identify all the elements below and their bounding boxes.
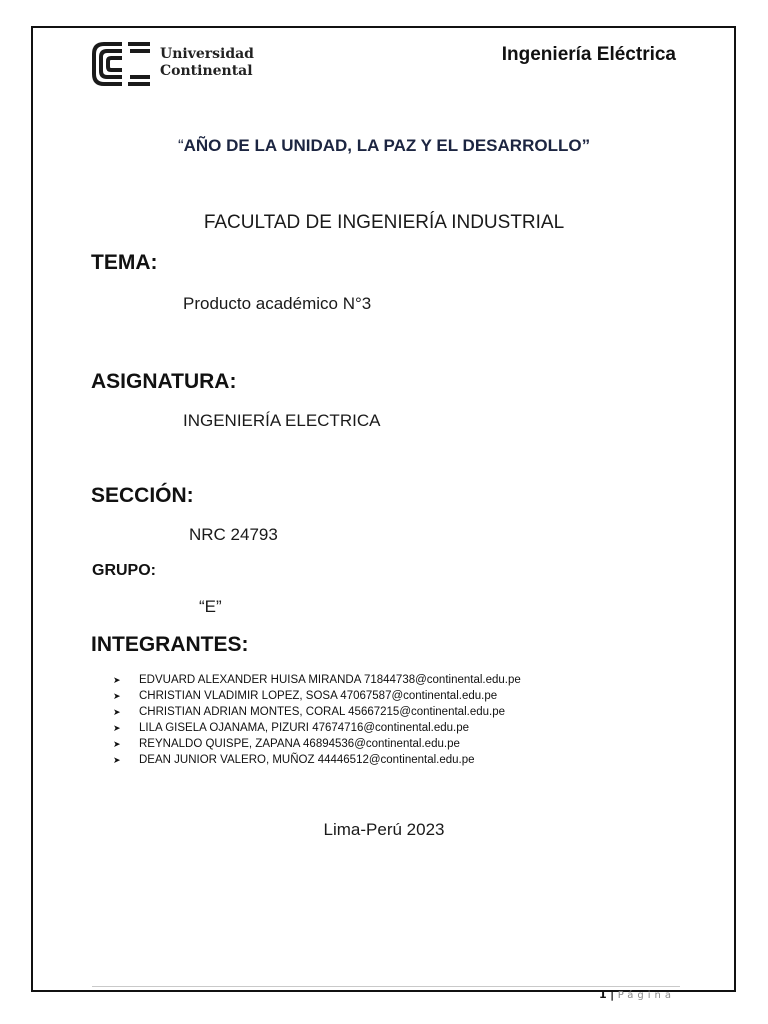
arrow-bullet-icon: ➤ <box>113 755 121 765</box>
asignatura-value: INGENIERÍA ELECTRICA <box>183 411 381 430</box>
list-item <box>113 704 521 720</box>
page-border <box>31 26 736 992</box>
logo-line-2: Continental <box>160 63 253 79</box>
member-text: DEAN JUNIOR VALERO, MUÑOZ 44446512@continental.edu.pe <box>139 754 475 766</box>
year-motto <box>0 136 768 156</box>
grupo-value: “E” <box>199 597 222 616</box>
tema-value: Producto académico N°3 <box>183 294 372 313</box>
university-logo <box>92 42 262 86</box>
page-word: Página <box>617 990 675 1001</box>
motto-open-quote: “ <box>177 136 184 155</box>
motto-text: AÑO DE LA UNIDAD, LA PAZ Y EL DESARROLLO <box>183 136 582 155</box>
arrow-bullet-icon: ➤ <box>113 707 121 717</box>
list-item <box>113 720 521 736</box>
members-list <box>113 672 521 768</box>
header-title: Ingeniería Eléctrica <box>501 44 676 65</box>
list-item <box>113 688 521 704</box>
motto-close-quote: ” <box>581 136 591 155</box>
list-item <box>113 672 521 688</box>
seccion-value: NRC 24793 <box>189 525 278 544</box>
page-footer <box>599 988 675 1001</box>
member-text: LILA GISELA OJANAMA, PIZURI 47674716@continental.edu.pe <box>139 722 470 734</box>
footer-separator: | <box>610 988 615 1001</box>
member-text: CHRISTIAN ADRIAN MONTES, CORAL 45667215@continental.edu.pe <box>139 706 505 718</box>
list-item <box>113 752 521 768</box>
arrow-bullet-icon: ➤ <box>113 691 121 701</box>
member-text: EDVUARD ALEXANDER HUISA MIRANDA 71844738@continental.edu.pe <box>139 674 521 686</box>
member-text: REYNALDO QUISPE, ZAPANA 46894536@continental.edu.pe <box>139 738 460 750</box>
member-text: CHRISTIAN VLADIMIR LOPEZ, SOSA 47067587@continental.edu.pe <box>139 690 498 702</box>
integrantes-label: INTEGRANTES: <box>91 633 249 656</box>
footer-divider <box>92 986 680 987</box>
faculty-name: FACULTAD DE INGENIERÍA INDUSTRIAL <box>203 212 565 233</box>
seccion-label: SECCIÓN: <box>91 484 194 507</box>
logo-wordmark <box>160 46 254 80</box>
tema-label: TEMA: <box>91 251 158 274</box>
arrow-bullet-icon: ➤ <box>113 723 121 733</box>
place-date: Lima-Perú 2023 <box>323 820 445 839</box>
page-number: 1 <box>599 988 607 1001</box>
arrow-bullet-icon: ➤ <box>113 675 121 685</box>
list-item <box>113 736 521 752</box>
asignatura-label: ASIGNATURA: <box>91 370 237 393</box>
university-logo-icon <box>92 42 152 86</box>
arrow-bullet-icon: ➤ <box>113 739 121 749</box>
logo-line-1: Universidad <box>160 46 254 62</box>
grupo-label: GRUPO: <box>92 562 156 579</box>
